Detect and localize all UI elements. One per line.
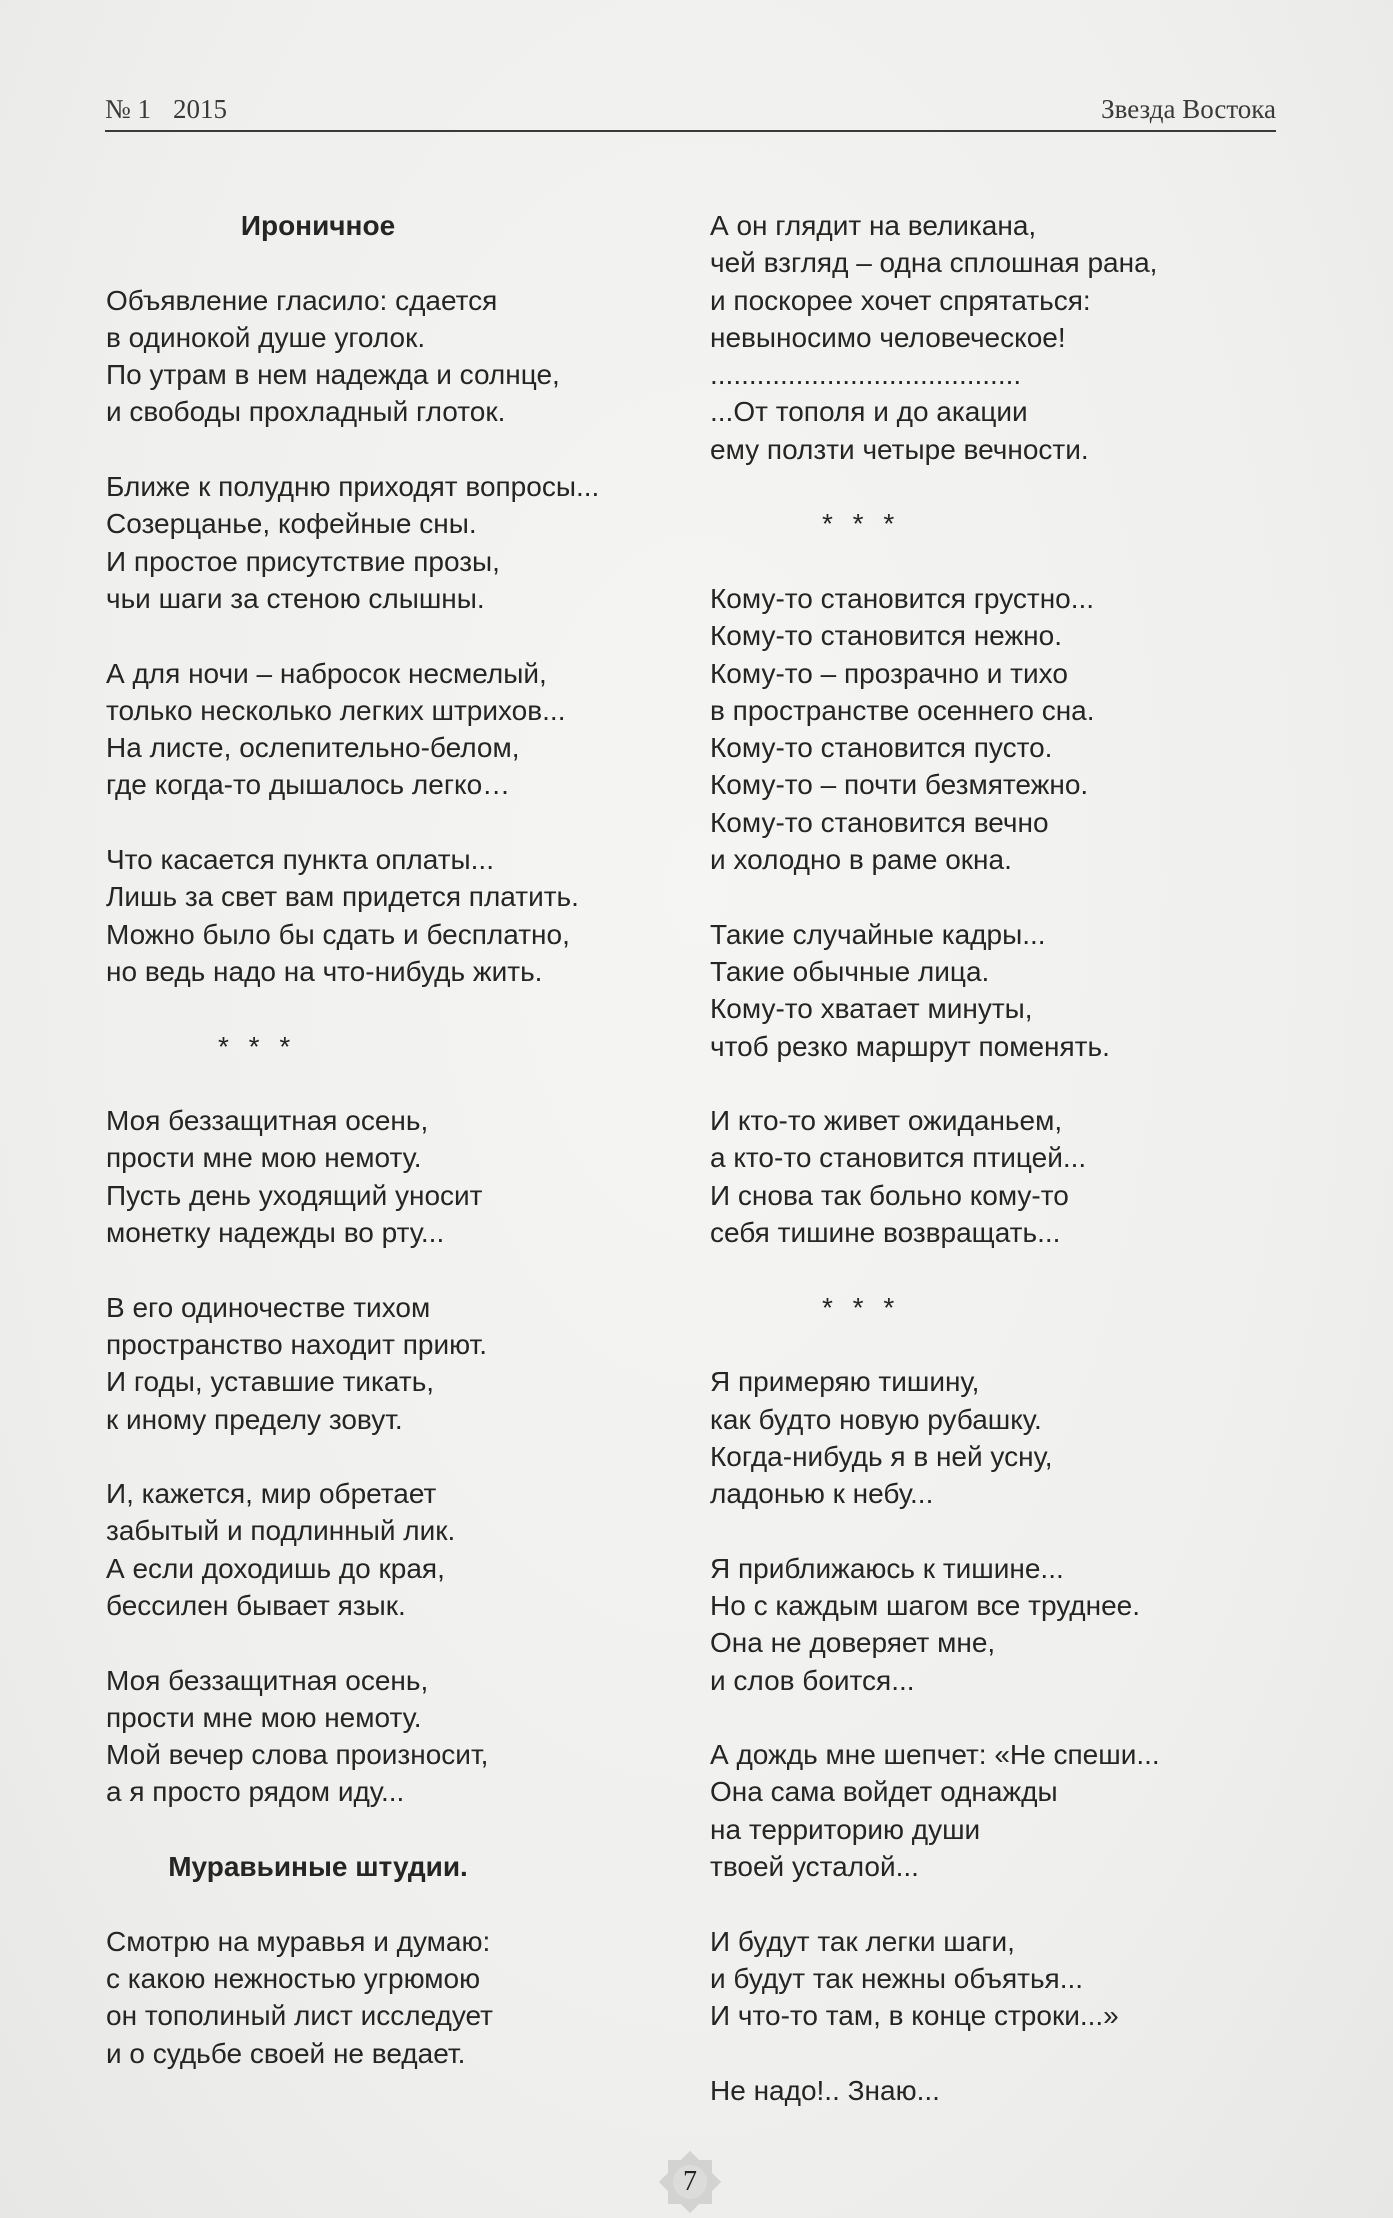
poem-line: он тополиный лист исследует <box>106 2000 494 2032</box>
poem-line: себя тишине возвращать... <box>710 1217 1061 1249</box>
poem-line: твоей усталой... <box>710 1851 919 1883</box>
stanza <box>710 1102 1270 1251</box>
stanza <box>106 1289 666 1438</box>
poem-line: и слов боится... <box>710 1664 915 1696</box>
poem-line: Я приближаюсь к тишине... <box>710 1552 1064 1584</box>
left-column <box>106 207 666 2109</box>
poem-line: И, кажется, мир обретает <box>106 1478 437 1510</box>
poem-line: и холодно в раме окна. <box>710 844 1012 876</box>
poem-line: И простое присутствие прозы, <box>106 545 500 577</box>
asterisk-divider: * * * <box>822 1291 901 1323</box>
poem-line: Смотрю на муравья и думаю: <box>106 1925 491 1957</box>
poem-line: Мой вечер слова произносит, <box>106 1739 489 1771</box>
asterisk-divider: * * * <box>218 1030 297 1062</box>
stanza <box>710 1923 1270 2035</box>
poem-line: в одинокой душе уголок. <box>106 321 426 353</box>
poem-line: Такие случайные кадры... <box>710 918 1046 950</box>
stanza <box>106 1475 666 1624</box>
poem-title: Муравьиные штудии. <box>168 1851 468 1883</box>
poem-line: По утрам в нем надежда и солнце, <box>106 359 560 391</box>
page-number-ornament <box>654 2146 726 2218</box>
page-number: 7 <box>683 2166 697 2197</box>
poem-line: Кому-то становится пусто. <box>710 732 1053 764</box>
poem-line: А если доходишь до края, <box>106 1552 445 1584</box>
poem-line: где когда-то дышалось легко… <box>106 769 511 801</box>
poem-line: И годы, уставшие тикать, <box>106 1366 435 1398</box>
poem-line: но ведь надо на что-нибудь жить. <box>106 955 543 987</box>
poem-line: ладонью к небу... <box>710 1478 934 1510</box>
poem-line: и о судьбе своей не ведает. <box>106 2037 466 2069</box>
poem-line: Лишь за свет вам придется платить. <box>106 881 579 913</box>
poem-line: Ближе к полудню приходят вопросы... <box>106 471 600 503</box>
poem-line: Она сама войдет однажды <box>710 1776 1058 1808</box>
poem-line: прости мне мою немоту. <box>106 1701 422 1733</box>
poem-line: А он глядит на великана, <box>710 210 1037 241</box>
stanza <box>106 1102 666 1251</box>
issue-number: № 1 <box>105 94 152 124</box>
stanza <box>710 1736 1270 1885</box>
poem-line: прости мне мою немоту. <box>106 1142 422 1174</box>
poem-line: Можно было бы сдать и бесплатно, <box>106 918 570 950</box>
poem-line: Когда-нибудь я в ней усну, <box>710 1440 1053 1472</box>
poem-line: с какою нежностью угрюмою <box>106 1962 481 1994</box>
poem-line: чтоб резко маршрут поменять. <box>710 1030 1110 1062</box>
poem-line: Кому-то – прозрачно и тихо <box>710 657 1068 689</box>
poem-line: и свободы прохладный глоток. <box>106 396 506 428</box>
poem-line: И что-то там, в конце строки...» <box>710 2000 1119 2032</box>
poem-line: И кто-то живет ожиданьем, <box>710 1105 1063 1137</box>
poem-line: И будут так легки шаги, <box>710 1925 1015 1957</box>
poem-line: ему ползти четыре вечности. <box>710 433 1089 465</box>
stanza <box>106 282 666 431</box>
poem-line: ...От тополя и до акации <box>710 396 1028 428</box>
stanza <box>710 580 1270 878</box>
poem-line: Кому-то становится вечно <box>710 806 1049 838</box>
poem-line: в пространстве осеннего сна. <box>710 694 1095 726</box>
poem-line: А дождь мне шепчет: «Не спеши... <box>710 1739 1160 1771</box>
poem-line: Объявление гласило: сдается <box>106 284 498 316</box>
poem-line: Но с каждым шагом все труднее. <box>710 1589 1141 1621</box>
journal-title: Звезда Востока <box>1101 94 1276 124</box>
poem-line: невыносимо человеческое! <box>710 321 1066 353</box>
poem-line: ........................................ <box>710 359 1022 391</box>
poem-line: и будут так нежны объятья... <box>710 1962 1084 1994</box>
poem-line: как будто новую рубашку. <box>710 1403 1042 1435</box>
stanza <box>710 1363 1270 1512</box>
poem-line: забытый и подлинный лик. <box>106 1515 456 1547</box>
poem-line: пространство находит приют. <box>106 1328 487 1360</box>
running-header <box>105 88 1276 132</box>
poem-line: чей взгляд – одна сплошная рана, <box>710 247 1158 279</box>
poem-line: И снова так больно кому-то <box>710 1179 1069 1211</box>
poem-line: Кому-то становится грустно... <box>710 582 1095 614</box>
stanza <box>106 1923 666 2072</box>
poem-line: монетку надежды во рту... <box>106 1217 445 1249</box>
poem-line: и поскорее хочет спрятаться: <box>710 284 1091 316</box>
poem-line: В его одиночестве тихом <box>106 1291 431 1323</box>
poem-line: А для ночи – набросок несмелый, <box>106 657 547 689</box>
poem-line: на территорию души <box>710 1813 981 1845</box>
poem-line: а кто-то становится птицей... <box>710 1142 1087 1174</box>
stanza <box>710 916 1270 1065</box>
poem-line: Такие обычные лица. <box>710 955 990 987</box>
poem-line: Моя беззащитная осень, <box>106 1105 429 1137</box>
poem-line: чьи шаги за стеною слышны. <box>106 582 485 614</box>
poem-line: Кому-то становится нежно. <box>710 620 1062 652</box>
stanza <box>106 1662 666 1811</box>
poem-line: Кому-то – почти безмятежно. <box>710 769 1089 801</box>
poem-line: к иному пределу зовут. <box>106 1403 403 1435</box>
poem-line: Что касается пункта оплаты... <box>106 844 494 876</box>
poem-line: На листе, ослепительно-белом, <box>106 732 520 764</box>
stanza <box>106 655 666 804</box>
poem-line: Моя беззащитная осень, <box>106 1664 429 1696</box>
poem-title: Ироничное <box>240 210 396 241</box>
stanza <box>710 1550 1270 1699</box>
right-column <box>710 207 1270 2146</box>
poem-line: Я примеряю тишину, <box>710 1366 980 1398</box>
poem-line: Кому-то хватает минуты, <box>710 993 1033 1025</box>
stanza <box>710 2072 1270 2109</box>
poem-line: Пусть день уходящий уносит <box>106 1179 483 1211</box>
poem-line: бессилен бывает язык. <box>106 1589 406 1621</box>
poem-line: а я просто рядом иду... <box>106 1776 405 1808</box>
poem-line: Не надо!.. Знаю... <box>710 2074 940 2106</box>
stanza <box>710 207 1270 468</box>
poem-line: только несколько легких штрихов... <box>106 694 566 726</box>
poem-line: Созерцанье, кофейные сны. <box>106 508 477 540</box>
stanza <box>106 468 666 617</box>
issue-year: 2015 <box>173 94 228 124</box>
stanza <box>106 841 666 990</box>
poem-line: Она не доверяет мне, <box>710 1627 996 1659</box>
asterisk-divider: * * * <box>822 508 901 540</box>
issue-info <box>105 94 227 124</box>
